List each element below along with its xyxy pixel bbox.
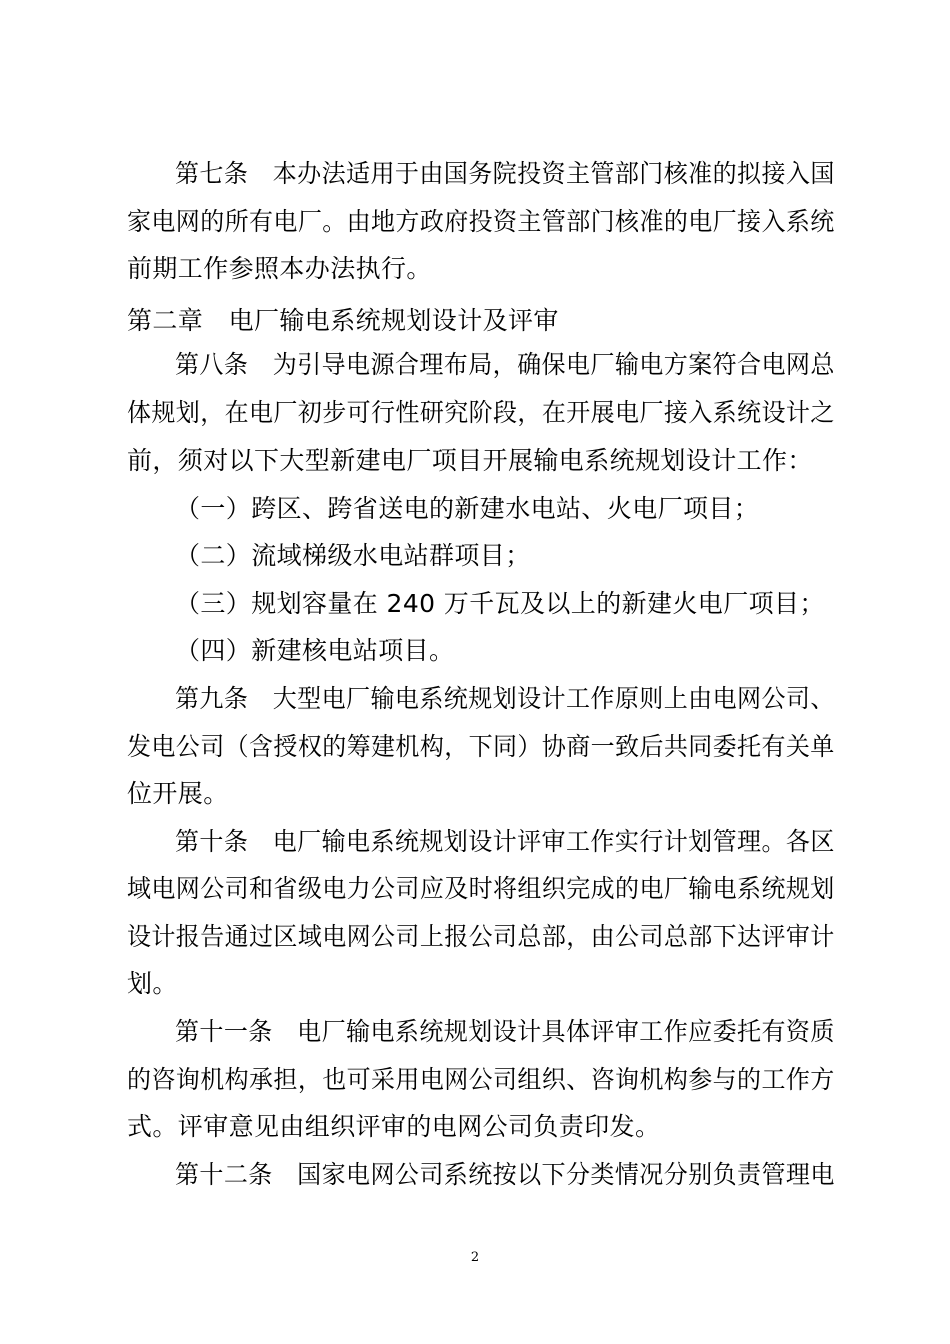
article-9-line-2: 发电公司（含授权的筹建机构，下同）协商一致后共同委托有关单 xyxy=(127,732,835,761)
list-item-2: （二）流域梯级水电站群项目； xyxy=(175,541,531,570)
list-item-3: （三）规划容量在 240 万千瓦及以上的新建火电厂项目； xyxy=(175,589,825,618)
article-8-line-2: 体规划，在电厂初步可行性研究阶段，在开展电厂接入系统设计之 xyxy=(127,398,835,427)
article-11-line-3: 式。评审意见由组织评审的电网公司负责印发。 xyxy=(127,1112,661,1141)
article-11-line-1: 第十一条 电厂输电系统规划设计具体评审工作应委托有资质 xyxy=(175,1017,835,1046)
article-8-line-1: 第八条 为引导电源合理布局，确保电厂输电方案符合电网总 xyxy=(175,350,835,379)
list-item-1: （一）跨区、跨省送电的新建水电站、火电厂项目； xyxy=(175,494,760,523)
article-7-line-2: 家电网的所有电厂。由地方政府投资主管部门核准的电厂接入系统 xyxy=(127,207,835,236)
article-7-line-1: 第七条 本办法适用于由国务院投资主管部门核准的拟接入国 xyxy=(175,159,835,188)
page-number: 2 xyxy=(470,1250,480,1265)
article-9-line-3: 位开展。 xyxy=(127,779,229,808)
article-9-line-1: 第九条 大型电厂输电系统规划设计工作原则上由电网公司、 xyxy=(175,684,835,713)
chapter-2-heading: 第二章 电厂输电系统规划设计及评审 xyxy=(127,306,559,335)
article-10-line-3: 设计报告通过区域电网公司上报公司总部，由公司总部下达评审计 xyxy=(127,922,835,951)
article-8-line-3: 前，须对以下大型新建电厂项目开展输电系统规划设计工作： xyxy=(127,446,813,475)
article-10-line-4: 划。 xyxy=(127,969,178,998)
article-11-line-2: 的咨询机构承担，也可采用电网公司组织、咨询机构参与的工作方 xyxy=(127,1065,835,1094)
list-item-4: （四）新建核电站项目。 xyxy=(175,636,455,665)
article-10-line-1: 第十条 电厂输电系统规划设计评审工作实行计划管理。各区 xyxy=(175,827,835,856)
article-12-line-1: 第十二条 国家电网公司系统按以下分类情况分别负责管理电 xyxy=(175,1160,835,1189)
article-7-line-3: 前期工作参照本办法执行。 xyxy=(127,254,432,283)
article-10-line-2: 域电网公司和省级电力公司应及时将组织完成的电厂输电系统规划 xyxy=(127,874,835,903)
